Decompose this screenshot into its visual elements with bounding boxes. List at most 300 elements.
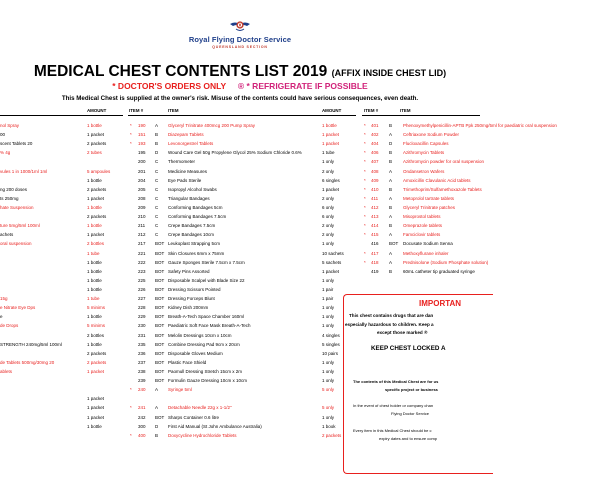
item-number: 239 [138, 378, 146, 384]
doctors-order-marker: * [364, 204, 366, 210]
item-number: 222 [138, 259, 146, 265]
table-row [362, 139, 480, 148]
column-left [0, 121, 125, 431]
item-amount: 1 packet [322, 268, 340, 274]
table-row [128, 358, 360, 367]
item-category: B [389, 268, 393, 274]
doctors-order-marker: * [364, 195, 366, 201]
item-name: Conforming Bandages 5cm [168, 204, 223, 210]
table-row [128, 321, 360, 330]
item-name: Amoxicillin Clavulanic Acid tablets [403, 177, 471, 183]
item-amount: 6 only [322, 214, 335, 220]
table-row [362, 157, 485, 166]
doctors-order-marker: * [364, 177, 366, 183]
item-name: Azithromycin powder for oral suspension [403, 159, 485, 165]
item-amount: 1 bottle [87, 314, 102, 320]
item-name: Detachable Needle 22g x 1-1/2" [168, 405, 232, 411]
item-name: Medicine Measures [168, 168, 208, 174]
item-amount: 5 only [322, 387, 335, 393]
item-name: Diazepam Tablets [168, 132, 204, 138]
item-amount: 5 ampoules [87, 168, 111, 174]
item-category: BOT [155, 259, 165, 265]
item-number: 418 [371, 259, 379, 265]
item-amount: 1 packet [322, 132, 340, 138]
item-category: D [389, 141, 393, 147]
item-name: hate Suspension [0, 204, 34, 210]
item-category: C [155, 168, 159, 174]
rfds-logo [0, 18, 480, 49]
table-row [128, 130, 360, 139]
item-category: BOT [155, 378, 165, 384]
item-category: BOT [389, 241, 399, 247]
item-name: Disposable Gloves Medium [168, 350, 223, 356]
item-category: BOT [155, 359, 165, 365]
doctors-order-marker: * [364, 168, 366, 174]
ownership-note-line: Flying Doctor Service [391, 410, 430, 416]
item-name: Conforming Bandages 7.5cm [168, 214, 227, 220]
item-amount: 1 tube [322, 150, 335, 156]
table-row [362, 176, 480, 185]
item-name: vules 1 in 1000/1ml 1ml [0, 168, 48, 174]
item-number: 401 [371, 123, 379, 128]
item-amount: 2 only [322, 195, 335, 201]
item-number: 415 [371, 232, 379, 238]
doctors-order-marker: * [130, 405, 132, 411]
item-name: 15g [0, 296, 8, 302]
item-amount: 2 only [322, 168, 335, 174]
item-number: 195 [138, 150, 146, 156]
doctors-order-marker: * [364, 159, 366, 165]
item-amount: 10 sachets [322, 250, 344, 256]
important-warning-line: except those marked ® [377, 330, 428, 335]
item-name: Eye Pads Sterile [168, 177, 202, 183]
table-row [128, 403, 360, 412]
table-row [128, 394, 360, 403]
item-number: 151 [138, 132, 146, 138]
table-row [0, 267, 125, 276]
item-amount: 5 singles [322, 341, 340, 347]
item-amount: 1 pair [322, 296, 334, 302]
item-amount: 1 bottle [87, 123, 102, 128]
item-amount: 1 only [322, 277, 335, 283]
item-name: Azithromycin Tablets [403, 150, 445, 156]
table-row [0, 413, 125, 422]
item-name: Flucloxacillin Capsules [403, 141, 449, 147]
check-note-line: Every item in this Medical Chest should be c [353, 428, 432, 433]
item-number: 412 [371, 204, 379, 210]
item-category: B [155, 432, 159, 438]
doctors-order-marker: * [130, 123, 132, 128]
table-row [128, 312, 360, 321]
item-category: A [155, 387, 159, 393]
item-category: B [389, 150, 393, 156]
item-category: BOT [155, 277, 165, 283]
table-row [0, 394, 125, 403]
item-category: A [389, 214, 393, 220]
item-category: A [389, 132, 393, 138]
item-amount: 1 tube [87, 250, 100, 256]
item-amount: 1 packet [322, 186, 340, 192]
table-row [0, 276, 125, 285]
table-row [0, 203, 125, 212]
doctors-order-marker: * [130, 141, 132, 147]
column-right [362, 121, 557, 276]
org-name: Royal Flying Doctor Service [188, 35, 292, 44]
divider [362, 115, 480, 116]
item-name: Glyceryl Trinitrate patches [403, 204, 456, 210]
item-name: Phenoxymethylpenicillin-APTB Ppk 250mg/5ml for paediatric oral suspension [403, 123, 557, 128]
item-name: % 4g [0, 150, 11, 156]
item-amount: 10 pairs [322, 350, 339, 356]
title-note: (AFFIX INSIDE CHEST LID) [331, 68, 447, 78]
doctors-order-marker: * [130, 387, 132, 393]
table-row [0, 403, 125, 412]
item-number: 217 [138, 241, 146, 247]
item-amount: 1 bottle [87, 259, 102, 265]
item-name: e Nitrate Eye Dps [0, 305, 36, 311]
item-name: ture 5mg/5ml 100ml [0, 223, 40, 229]
item-name: Skin Closures 6mm x 75mm [168, 250, 225, 256]
item-amount: 1 bottle [87, 223, 102, 229]
col1-amount-header: AMOUNT [87, 108, 107, 113]
item-category: BOT [155, 323, 165, 329]
item-amount: 1 packet [87, 232, 105, 238]
item-number: 400 [138, 432, 146, 438]
item-number: 211 [138, 223, 146, 229]
item-number: 209 [138, 204, 146, 210]
item-name: Combine Dressing Pad 9cm x 20cm [168, 341, 240, 347]
table-row [0, 148, 125, 157]
item-number: 240 [138, 387, 146, 393]
table-row [0, 130, 125, 139]
usage-note [343, 378, 513, 393]
item-amount: 1 packet [87, 405, 105, 411]
table-row [362, 121, 557, 130]
item-amount: 2 tubes [87, 150, 102, 156]
item-category: C [155, 204, 159, 210]
item-amount: 2 packets [87, 214, 107, 220]
table-row [362, 212, 480, 221]
table-row [128, 267, 360, 276]
item-number: 419 [371, 268, 379, 274]
table-row [362, 258, 489, 267]
item-name: Thermometer [168, 159, 196, 165]
item-amount: 1 packet [87, 368, 105, 374]
item-category: C [155, 186, 159, 192]
table-row [362, 267, 480, 276]
item-category: C [155, 195, 159, 201]
table-row [362, 167, 480, 176]
table-row [0, 167, 125, 176]
doctors-order-marker: * [130, 432, 132, 438]
item-number: 238 [138, 368, 146, 374]
item-name: Sharps Container 0.6 litre [168, 414, 220, 420]
item-number: 300 [138, 423, 146, 429]
item-number: 411 [371, 195, 379, 201]
item-number: 417 [371, 250, 379, 256]
item-number: 404 [371, 141, 379, 147]
item-number: 237 [138, 359, 146, 365]
table-row [128, 303, 360, 312]
doctors-order-marker: * [364, 150, 366, 156]
item-category: BOT [155, 286, 165, 292]
check-note-line: expiry dates and to ensure comp [379, 435, 438, 441]
item-number: 409 [371, 177, 379, 183]
table-row [128, 276, 360, 285]
table-row [362, 148, 480, 157]
item-amount: 1 only [322, 378, 335, 384]
item-name: Safety Pins Assorted [168, 268, 210, 274]
item-name: Leukoplast Strapping 5cm [168, 241, 221, 247]
item-amount: 1 packet [87, 396, 105, 402]
item-category: C [155, 177, 159, 183]
item-category: B [389, 223, 393, 229]
doctors-order-marker: * [130, 132, 132, 138]
item-amount: 5 minims [87, 305, 106, 311]
item-name: First Aid Manual (St John Ambulance Australia) [168, 423, 262, 429]
item-name: Paediatric Soft Face Mask Breath-A-Tech [168, 323, 251, 329]
item-name: Isopropyl Alcohol Swabs [168, 186, 217, 192]
item-name: Crepe Bandages 7.5cm [168, 223, 216, 229]
table-row [362, 203, 480, 212]
doctors-order-marker: * [364, 259, 366, 265]
table-row [128, 239, 360, 248]
item-name: STRENGTH 240mg/5ml 100ml [0, 341, 62, 347]
table-row [0, 185, 125, 194]
doctors-order-marker: * [364, 223, 366, 229]
item-amount: 1 only [322, 323, 335, 329]
table-row [128, 376, 360, 385]
item-category: A [155, 123, 159, 128]
item-number: 413 [371, 214, 379, 220]
table-row [0, 139, 125, 148]
table-row [0, 221, 125, 230]
item-number: 242 [138, 414, 146, 420]
item-number: 414 [371, 223, 379, 229]
table-row [128, 157, 360, 166]
table-row [128, 185, 360, 194]
item-category: BOT [155, 414, 165, 420]
item-number: 407 [371, 159, 379, 165]
table-row [0, 303, 125, 312]
item-amount: 1 only [322, 359, 335, 365]
item-name: Methoxyflurane inhaler [403, 250, 449, 256]
item-category: BOT [155, 250, 165, 256]
item-name: Levonorgestrel Tablets [168, 141, 214, 147]
col3-item-number-header: ITEM # [364, 108, 379, 113]
supply-note: This Medical Chest is supplied at the owner's risk. Misuse of the contents could have serious consequences, even death. [61, 95, 419, 102]
item-amount: 2 packets [87, 186, 107, 192]
item-amount: 1 bottle [87, 286, 102, 292]
item-category: C [155, 159, 159, 165]
item-name: de Drops [0, 323, 19, 329]
table-row [128, 121, 360, 130]
table-row [128, 331, 360, 340]
col2-item-number-header: ITEM # [129, 108, 144, 113]
table-row [0, 285, 125, 294]
item-name: Dressing Scissors Pointed [168, 286, 221, 292]
item-name: achets [0, 232, 14, 238]
item-name: Triangular Bandages [168, 195, 210, 201]
org-section: QUEENSLAND SECTION [212, 45, 268, 49]
usage-note-line: specific project or business [385, 386, 438, 392]
col2-amount-header: AMOUNT [322, 108, 342, 113]
item-amount: 2 only [322, 232, 335, 238]
item-category: B [155, 132, 159, 138]
table-row [362, 130, 480, 139]
item-name: Breath-A-Tech Space Chamber 160ml [168, 314, 245, 320]
item-amount: 2 only [322, 223, 335, 229]
item-category: A [389, 177, 393, 183]
item-number: 193 [138, 141, 146, 147]
table-row [128, 167, 360, 176]
important-warning-line: This chest contains drugs that are dan [349, 313, 434, 318]
item-amount: 1 only [322, 159, 335, 165]
table-row [128, 212, 360, 221]
item-category: A [389, 232, 393, 238]
page-title [0, 63, 480, 81]
item-name: Crepe Bandages 10cm [168, 232, 215, 238]
item-category: A [155, 405, 159, 411]
table-row [128, 203, 360, 212]
item-number: 225 [138, 277, 146, 283]
table-row [0, 258, 125, 267]
doctors-order-marker: * [364, 141, 366, 147]
refrigerate-legend: ® * REFRIGERATE IF POSSIBLE [237, 81, 368, 91]
item-number: 229 [138, 314, 146, 320]
doctors-order-marker: * [364, 214, 366, 220]
item-category: BOT [155, 241, 165, 247]
item-name: Docusate Sodium Senna [403, 241, 453, 247]
item-name: Dressing Forceps Blunt [168, 296, 215, 302]
item-category: A [389, 168, 393, 174]
item-amount: 1 bottle [87, 177, 102, 183]
item-name: Wound Care Gel 50g Propylene Glycol 25% Sodium Chloride 0.6% [168, 150, 302, 156]
table-row [128, 258, 360, 267]
item-number: 402 [371, 132, 379, 138]
item-name: Prednisolone (Sodium Phosphate solution) [403, 259, 489, 265]
item-amount: 5 minims [87, 323, 106, 329]
table-row [128, 385, 360, 394]
table-row [362, 185, 480, 194]
item-category: D [155, 150, 159, 156]
col2-item-header: ITEM [168, 108, 179, 113]
table-row [0, 349, 125, 358]
item-name: e [0, 314, 3, 320]
table-row [0, 239, 125, 248]
item-amount: 1 only [322, 414, 335, 420]
item-number: 230 [138, 323, 146, 329]
item-number: 190 [138, 123, 146, 128]
doctors-order-marker: * [364, 186, 366, 192]
item-category: BOT [155, 368, 165, 374]
table-row [128, 221, 360, 230]
item-number: 212 [138, 232, 146, 238]
item-name: Ceftriaxone Sodium Powder [403, 132, 460, 138]
doctors-order-marker: * [364, 250, 366, 256]
legend-line [0, 81, 480, 91]
table-row [0, 376, 125, 385]
item-category: C [155, 223, 159, 229]
item-category: BOT [155, 341, 165, 347]
item-number: 223 [138, 268, 146, 274]
table-row [362, 221, 480, 230]
item-name: oral suspension [0, 241, 32, 247]
table-row [128, 194, 360, 203]
item-name: ng 200 doses [0, 186, 28, 192]
table-row [0, 340, 125, 349]
item-number: 408 [371, 168, 379, 174]
table-row [128, 413, 360, 422]
item-amount: 1 only [322, 314, 335, 320]
item-number: 221 [138, 250, 146, 256]
item-amount: 4 singles [322, 332, 340, 338]
item-amount: 1 pair [322, 286, 334, 292]
item-category: B [155, 141, 159, 147]
table-row [0, 230, 125, 239]
item-amount: 1 bottle [87, 204, 102, 210]
item-name: Metoprolol tartrate tablets [403, 195, 455, 201]
table-row [128, 249, 360, 258]
item-category: D [155, 423, 159, 429]
item-number: 236 [138, 350, 146, 356]
item-amount: 6 singles [322, 177, 340, 183]
item-amount: 1 bottle [87, 268, 102, 274]
table-row [128, 285, 360, 294]
divider [0, 115, 123, 116]
item-category: BOT [155, 332, 165, 338]
item-name: Glyceryl Trinitrate 400mcg 200 Pump Spray [168, 123, 256, 128]
item-category: C [155, 232, 159, 238]
column-middle [128, 121, 360, 440]
table-row [362, 239, 480, 248]
item-number: 200 [138, 159, 146, 165]
item-amount: 1 only [322, 241, 335, 247]
item-name: 00 [0, 132, 6, 138]
item-number: 204 [138, 177, 146, 183]
item-category: BOT [155, 268, 165, 274]
item-amount: 1 bottle [87, 341, 102, 347]
rfds-emblem-icon [229, 18, 251, 34]
item-amount: 5 sachets [322, 259, 342, 265]
item-name: nol Spray [0, 123, 20, 128]
item-name: Famciclovir tablets [403, 232, 441, 238]
item-name: 60mL catheter tip graduated syringe [403, 268, 475, 274]
item-amount: 2 packets [87, 359, 107, 365]
table-row [0, 294, 125, 303]
item-number: 416 [371, 241, 379, 247]
item-amount: 1 tube [87, 296, 100, 302]
item-category: B [389, 186, 393, 192]
item-category: BOT [155, 305, 165, 311]
important-heading: IMPORTAN [419, 299, 462, 308]
item-name: Gauze Sponges Sterile 7.5cm x 7.5cm [168, 259, 245, 265]
item-name: Syringe 5ml [168, 387, 192, 393]
col3-item-header: ITEM [400, 108, 411, 113]
item-name: Paomull Dressing Stretch 15cm x 2m [168, 368, 243, 374]
check-note [343, 427, 513, 442]
table-row [0, 312, 125, 321]
item-name: Ondansetron Wafers [403, 168, 445, 174]
item-name: Formulin Gauze Dressing 10cm x 10cm [168, 378, 248, 384]
table-row [0, 212, 125, 221]
item-name: de Tablets 500mg/30mg 20 [0, 359, 55, 365]
doctors-order-marker: * [364, 232, 366, 238]
item-number: 205 [138, 186, 146, 192]
divider [128, 115, 356, 116]
table-row [0, 176, 125, 185]
table-row [362, 194, 480, 203]
